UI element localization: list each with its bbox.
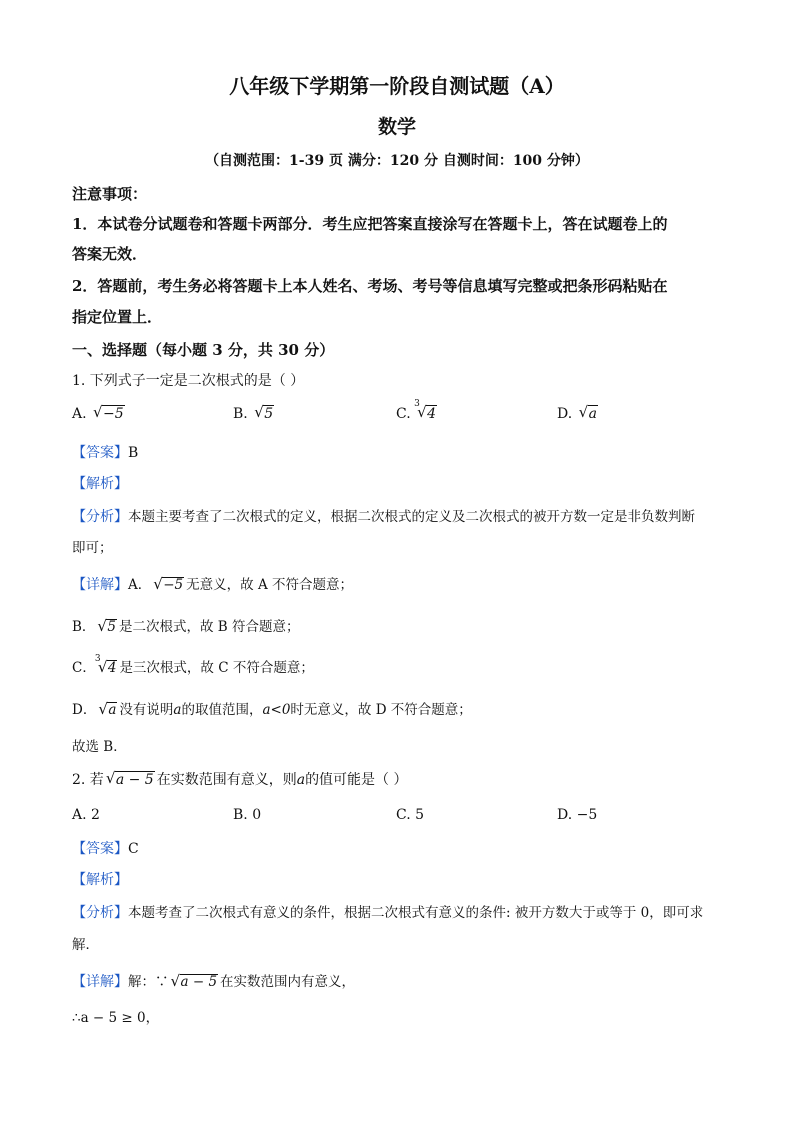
- fenxi-text: 本题主要考查了二次根式的定义，根据二次根式的定义及二次根式的被开方数一定是非负数判断: [128, 509, 695, 525]
- stem-text: 2. 若: [72, 772, 104, 788]
- cube-radical: 3 √ 4: [94, 654, 117, 676]
- notes-heading: 注意事项：: [72, 185, 148, 203]
- condition: a<0: [262, 702, 291, 718]
- variable: a: [296, 772, 306, 788]
- q1-option-a: [72, 405, 127, 422]
- detail-tag: 【详解】: [72, 577, 128, 593]
- q2-analysis-tag: 【解析】: [72, 872, 128, 888]
- q1-detail-b: [72, 615, 300, 636]
- stem-text: 的值可能是（ ）: [305, 772, 408, 788]
- exam-meta: （自测范围：1-39 页 满分：120 分 自测时间：100 分钟）: [205, 153, 589, 169]
- q2-option-a: A. 2: [72, 807, 100, 823]
- q2-answer: [72, 838, 139, 858]
- detail-prefix: B．: [72, 619, 96, 635]
- q1-option-b: [233, 405, 276, 422]
- radical: √ −5: [93, 403, 124, 422]
- cube-radical: 3 √ 4: [414, 399, 437, 422]
- question-2-stem: [72, 769, 408, 789]
- section-heading: 一、选择题（每小题 3 分，共 30 分）: [72, 341, 335, 359]
- note-2-line-2: 指定位置上．: [72, 308, 163, 326]
- radical: √ a − 5: [105, 769, 154, 788]
- detail-text: 是三次根式，故 C 不符合题意；: [119, 660, 314, 676]
- stem-text: 在实数范围有意义，则: [156, 772, 297, 788]
- detail-text: 无意义，故 A 不符合题意；: [186, 577, 353, 593]
- option-label: D.: [557, 406, 573, 422]
- note-1-line-1: 1．本试卷分试题卷和答题卡两部分．考生应把答案直接涂写在答题卡上，答在试题卷上的: [72, 215, 668, 233]
- detail-tag: 【详解】: [72, 974, 128, 990]
- variable: a: [173, 702, 182, 718]
- q2-option-c: C. 5: [396, 807, 425, 823]
- detail-prefix: 解：∵: [128, 974, 169, 990]
- radical: √ a: [98, 700, 117, 718]
- q2-detail: [72, 970, 355, 991]
- q2-option-d: D. −5: [557, 807, 598, 823]
- radical: √ a − 5: [170, 972, 218, 990]
- detail-prefix: C．: [72, 660, 96, 676]
- q1-answer: [72, 442, 138, 462]
- answer-tag: 【答案】: [72, 445, 128, 461]
- q1-option-d: [557, 405, 600, 422]
- radical: √ a: [578, 403, 597, 422]
- fenxi-tag: 【分析】: [72, 905, 128, 921]
- note-2-line-1: 2．答题前，考生务必将答题卡上本人姓名、考场、考号等信息填写完整或把条形码粘贴在: [72, 277, 668, 295]
- detail-text: 没有说明: [119, 702, 174, 718]
- question-1-stem: 1. 下列式子一定是二次根式的是（ ）: [72, 373, 305, 389]
- page-title: 八年级下学期第一阶段自测试题（A）: [229, 74, 565, 98]
- q1-fenxi-line-2: 即可；: [72, 540, 113, 556]
- option-label: C.: [396, 406, 411, 422]
- radical: √ −5: [153, 575, 184, 593]
- detail-text: 时无意义，故 D 不符合题意；: [290, 702, 472, 718]
- q1-detail-a: [72, 573, 353, 594]
- detail-prefix: A．: [128, 577, 152, 593]
- q1-fenxi-line-1: [72, 505, 695, 526]
- subject-title: 数学: [377, 116, 416, 138]
- detail-text: 是二次根式，故 B 符合题意；: [119, 619, 300, 635]
- radical: √ 5: [254, 403, 274, 422]
- q2-fenxi-line-1: [72, 901, 703, 922]
- radical: √ 5: [97, 617, 117, 635]
- note-1-line-2: 答案无效．: [72, 245, 148, 263]
- q1-detail-c: [72, 656, 314, 677]
- option-label: A.: [72, 406, 87, 422]
- q2-option-b: B. 0: [233, 807, 262, 823]
- detail-text: 的取值范围，: [181, 702, 263, 718]
- q1-analysis-tag: 【解析】: [72, 476, 128, 492]
- q2-detail-step: ∴a − 5 ≥ 0，: [72, 1010, 160, 1026]
- q1-detail-d: [72, 698, 472, 719]
- q1-conclusion: 故选 B．: [72, 739, 127, 755]
- answer-value: B: [128, 445, 139, 461]
- fenxi-tag: 【分析】: [72, 509, 128, 525]
- option-label: B.: [233, 406, 248, 422]
- answer-tag: 【答案】: [72, 841, 128, 857]
- fenxi-text: 本题考查了二次根式有意义的条件，根据二次根式有意义的条件: 被开方数大于或等于 0，即可求: [128, 905, 704, 921]
- detail-text: 在实数范围内有意义，: [220, 974, 356, 990]
- detail-prefix: D．: [72, 702, 97, 718]
- answer-value: C: [128, 841, 139, 857]
- q1-option-c: [396, 399, 439, 422]
- q2-fenxi-line-2: 解．: [72, 937, 99, 953]
